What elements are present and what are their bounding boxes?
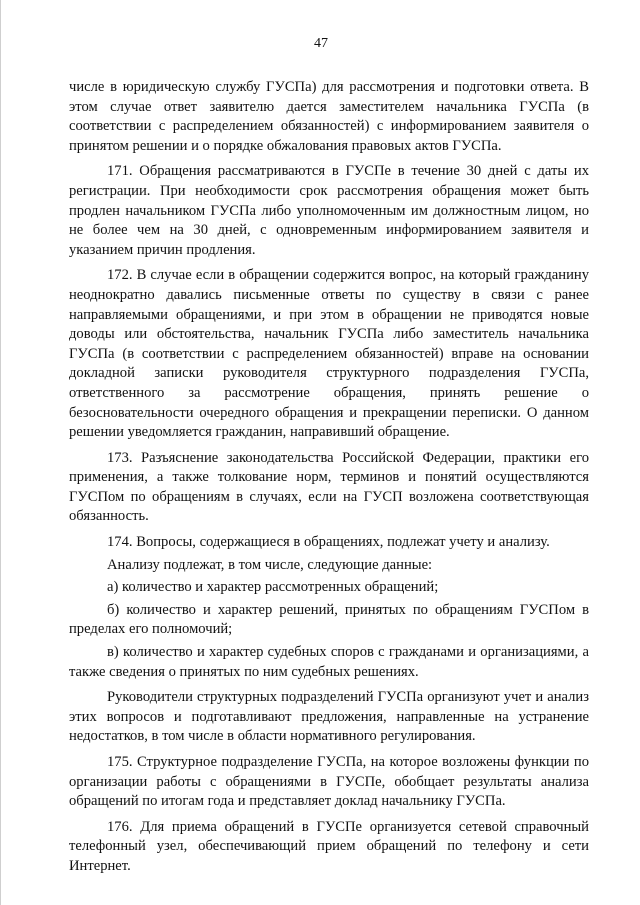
paragraph-continuation: числе в юридическую службу ГУСПа) для рассмотрения и подготовки ответа. В этом случае ответ заявителю дается заместителем начальника ГУСПа (в соответствии с распределением обязанностей) с информированием заявителя о принятом решении и о порядке обжалования правовых актов ГУСПа. [69, 79, 589, 154]
paragraph-172: 172. В случае если в обращении содержится вопрос, на который гражданину неоднократно давались письменные ответы по существу в связи с ранее направляемыми обращениями, и при этом в обращении не приводятся новые доводы или обстоятельства, начальник ГУСПа либо заместитель начальника ГУСПа (в соответствии с распределением обязанностей) вправе на основании докладной записки руководителя структурного подразделения ГУСПа, ответственного за рассмотрение обращения, принять решение о безосновательности очередного обращения и прекращении переписки. О данном решении уведомляется гражданин, направивший обращение. [69, 267, 589, 441]
paragraph-174-analysis-intro: Анализу подлежат, в том числе, следующие данные: [107, 556, 433, 573]
paragraph-174-heads: Руководители структурных подразделений ГУСПа организуют учет и анализ этих вопросов и подготавливают предложения, направленные на устранение недостатков, в том числе в области нормативного регулирования. [69, 689, 589, 745]
paragraph-176: 176. Для приема обращений в ГУСПе организуется сетевой справочный телефонный узел, обеспечивающий прием обращений по телефону и сети Интернет. [69, 818, 589, 874]
paragraph-175: 175. Структурное подразделение ГУСПа, на которое возложены функции по организации работы с обращениями в ГУСПе, обобщает результаты анализа обращений по итогам года и представляет доклад начальнику ГУСПа. [69, 754, 589, 810]
paragraph-174-item-v: в) количество и характер судебных споров с гражданами и организациями, а также сведения о принятых по ним судебных решениях. [69, 644, 589, 680]
document-body [69, 78, 589, 883]
paragraph-174: 174. Вопросы, содержащиеся в обращениях, подлежат учету и анализу. [107, 534, 550, 551]
paragraph-171: 171. Обращения рассматриваются в ГУСПе в течение 30 дней с даты их регистрации. При необходимости срок рассмотрения обращения может быть продлен начальником ГУСПа либо уполномоченным им должностным лицом, но не более чем на 30 дней, с одновременным информированием заявителя и указанием причин продления. [69, 163, 589, 258]
page-number: 47 [314, 36, 328, 51]
paragraph-174-item-b: б) количество и характер решений, принятых по обращениям ГУСПом в пределах его полномочий; [69, 601, 589, 638]
paragraph-174-item-a: а) количество и характер рассмотренных обращений; [107, 579, 439, 596]
paragraph-173: 173. Разъяснение законодательства Российской Федерации, практики его применения, а также толкование норм, терминов и понятий осуществляются ГУСПом по обращениям в случаях, если на ГУСП возложена соответствующая обязанность. [69, 449, 589, 525]
